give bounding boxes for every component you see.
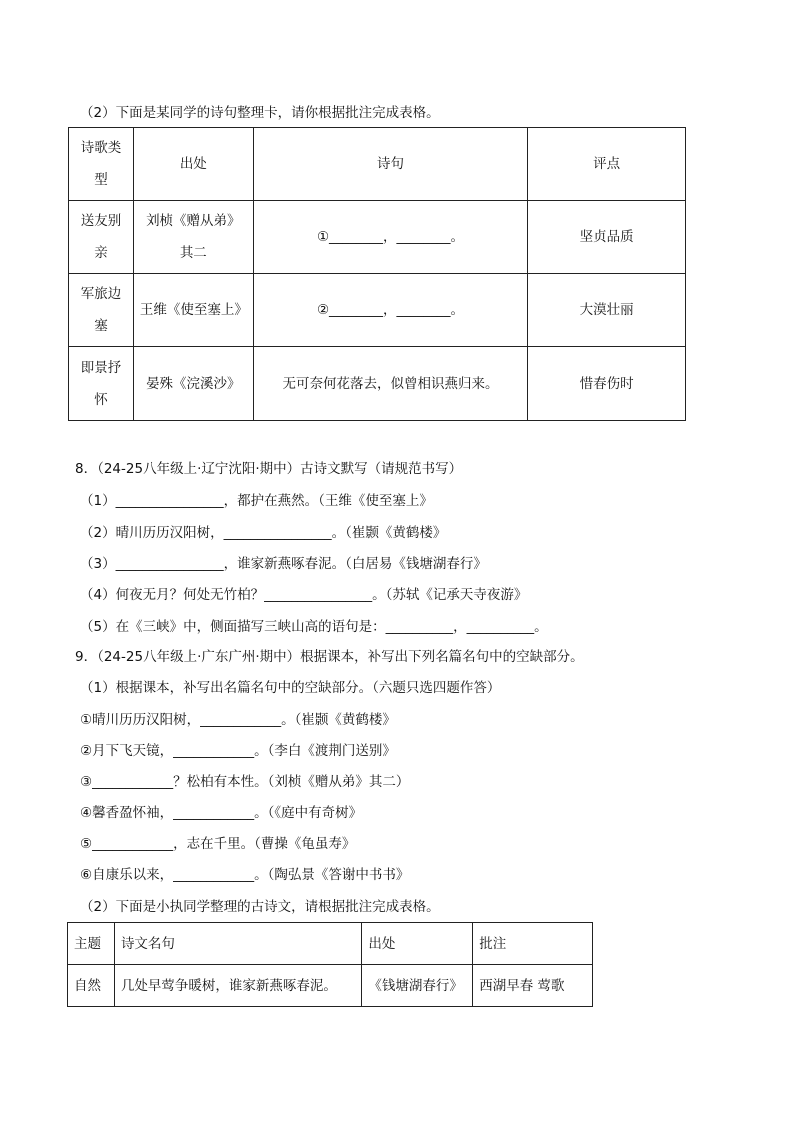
cell-comment: 惜春伤时 — [528, 347, 686, 421]
question-8-item[interactable]: （3）________________，谁家新燕啄春泥。（白居易《钱塘湖春行》 — [80, 556, 487, 572]
cell-comment: 坚贞品质 — [528, 201, 686, 274]
header-type: 诗歌类型 — [69, 128, 134, 201]
question-8-item[interactable]: （4）何夜无月？何处无竹柏？________________。（苏轼《记承天寺夜游》 — [80, 587, 528, 603]
cell-quote: 几处早莺争暖树，谁家新燕啄春泥。 — [114, 965, 361, 1007]
header-theme: 主题 — [68, 923, 115, 965]
cell-annotation: 西湖早春 莺歌 — [473, 965, 593, 1007]
table-row — [68, 965, 593, 1007]
question-8-title: 8．（24-25八年级上·辽宁沈阳·期中）古诗文默写（请规范书写） — [75, 461, 463, 477]
poem-table — [68, 127, 686, 421]
cell-verse[interactable]: ①________，________。 — [253, 201, 528, 274]
question-8-item[interactable]: （1）________________，都护在燕然。（王维《使至塞上》 — [80, 493, 433, 509]
cell-source: 晏殊《浣溪沙》 — [133, 347, 253, 421]
cell-source: 《钱塘湖春行》 — [362, 965, 473, 1007]
question-9-item[interactable]: ⑤____________，志在千里。（曹操《龟虽寿》 — [80, 836, 356, 852]
question-8-item[interactable]: （5）在《三峡》中，侧面描写三峡山高的语句是：__________，__________。 — [80, 619, 548, 635]
classic-text-table — [67, 922, 593, 1007]
cell-verse: 无可奈何花落去，似曾相识燕归来。 — [253, 347, 528, 421]
question-9-sub2: （2）下面是小执同学整理的古诗文，请根据批注完成表格。 — [80, 899, 440, 915]
header-source: 出处 — [362, 923, 473, 965]
table-row — [69, 274, 686, 347]
header-comment: 评点 — [528, 128, 686, 201]
cell-type: 送友别亲 — [69, 201, 134, 274]
cell-source: 王维《使至塞上》 — [133, 274, 253, 347]
cell-verse[interactable]: ②________，________。 — [253, 274, 528, 347]
cell-comment: 大漠壮丽 — [528, 274, 686, 347]
question-9-item[interactable]: ①晴川历历汉阳树，____________。（崔颢《黄鹤楼》 — [80, 712, 396, 728]
question-9-item[interactable]: ②月下飞天镜，____________。（李白《渡荆门送别》 — [80, 743, 396, 759]
question-9-sub1: （1）根据课本，补写出名篇名句中的空缺部分。（六题只选四题作答） — [80, 680, 501, 696]
header-annotation: 批注 — [473, 923, 593, 965]
question-9-item[interactable]: ④馨香盈怀袖，____________。（《庭中有奇树》 — [80, 805, 363, 821]
question-8-item[interactable]: （2）晴川历历汉阳树，________________。（崔颢《黄鹤楼》 — [80, 525, 447, 541]
cell-type: 军旅边塞 — [69, 274, 134, 347]
intro-text: （2）下面是某同学的诗句整理卡，请你根据批注完成表格。 — [80, 105, 440, 121]
table-row — [69, 201, 686, 274]
cell-theme: 自然 — [68, 965, 115, 1007]
question-9-title: 9．（24-25八年级上·广东广州·期中）根据课本，补写出下列名篇名句中的空缺部分。 — [75, 649, 584, 665]
cell-source: 刘桢《赠从弟》其二 — [133, 201, 253, 274]
header-verse: 诗句 — [253, 128, 528, 201]
header-source: 出处 — [133, 128, 253, 201]
table-row — [69, 347, 686, 421]
cell-type: 即景抒怀 — [69, 347, 134, 421]
question-9-item[interactable]: ③____________？松柏有本性。（刘桢《赠从弟》其二） — [80, 774, 410, 790]
question-9-item[interactable]: ⑥自康乐以来，____________。（陶弘景《答谢中书书》 — [80, 867, 410, 883]
header-quote: 诗文名句 — [114, 923, 361, 965]
